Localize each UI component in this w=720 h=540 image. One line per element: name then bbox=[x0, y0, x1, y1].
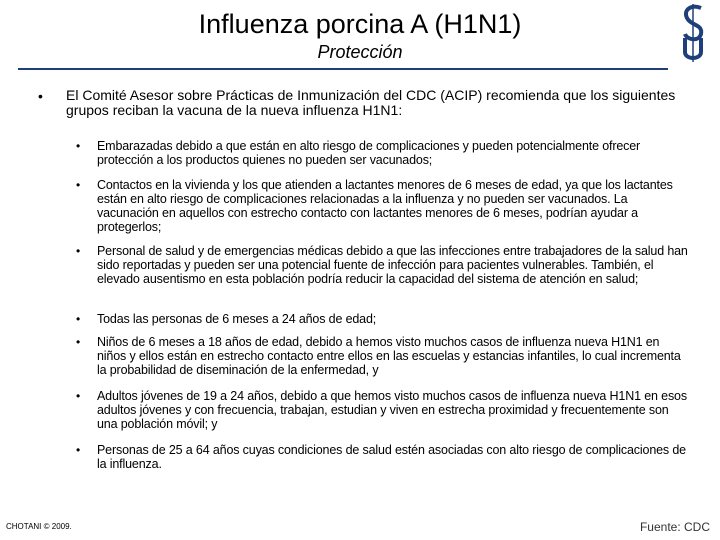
group-item-text: Embarazadas debido a que están en alto riesgo de complicaciones y pueden potencialmente ofrecer protección a los productos quienes no pueden ser vacunados; bbox=[97, 139, 641, 167]
group-item bbox=[76, 389, 691, 431]
group-item bbox=[76, 178, 691, 234]
bullet-marker: • bbox=[76, 312, 81, 326]
bullet-marker: • bbox=[76, 389, 81, 403]
copyright-text: CHOTANI © 2009. bbox=[6, 522, 72, 531]
group-item bbox=[76, 312, 691, 326]
institution-logo-icon bbox=[677, 2, 709, 64]
source-text: Fuente: CDC bbox=[639, 520, 710, 534]
bullet-marker: • bbox=[38, 88, 43, 104]
group-item bbox=[76, 335, 691, 377]
group-item-text: Contactos en la vivienda y los que atienden a lactantes menores de 6 meses de edad, ya que los lactantes están en alto riesgo de complicaciones relacionadas a la influenza y no pueden ser vacunados. La vacunación en aquellos con estrecho contacto con lactantes menores de 6 meses, podrían ayudar a protegerlos; bbox=[97, 178, 673, 234]
bullet-marker: • bbox=[76, 443, 81, 457]
group-item bbox=[76, 443, 691, 471]
bullet-marker: • bbox=[76, 139, 81, 153]
bullet-marker: • bbox=[76, 244, 81, 258]
bullet-marker: • bbox=[76, 335, 81, 349]
bullet-marker: • bbox=[76, 178, 81, 192]
slide-subtitle: Protección bbox=[317, 42, 403, 62]
main-bullet bbox=[38, 88, 698, 118]
title-divider bbox=[18, 68, 668, 70]
group-item-text: Personal de salud y de emergencias médicas debido a que las infecciones entre trabajadores de la salud han sido reportadas y pueden ser una potencial fuente de infección para pacientes vulnerables. También, el elevado ausentismo en esta población podría reducir la capacidad del sistema de atención en salud; bbox=[97, 244, 688, 286]
group-item-text: Personas de 25 a 64 años cuyas condiciones de salud estén asociadas con alto riesgo de complicaciones de la influenza. bbox=[97, 443, 686, 471]
group-item-text: Todas las personas de 6 meses a 24 años de edad; bbox=[97, 312, 377, 326]
group-item bbox=[76, 139, 691, 167]
group-item-text: Niños de 6 meses a 18 años de edad, debido a hemos visto muchos casos de influenza nueva H1N1 en niños y ellos están en estrecho contacto entre ellos en las escuelas y estancias infantiles, lo cual incrementa la probabilidad de diseminación de la enfermedad, y bbox=[97, 335, 681, 377]
group-item-text: Adultos jóvenes de 19 a 24 años, debido a que hemos visto muchos casos de influenza nueva H1N1 en esos adultos jóvenes y con frecuencia, trabajan, estudian y viven en estrecha proximidad y frecuentemente son una población móvil; y bbox=[97, 389, 687, 431]
slide-title: Influenza porcina A (H1N1) bbox=[198, 9, 522, 39]
group-item bbox=[76, 244, 691, 286]
main-bullet-text: El Comité Asesor sobre Prácticas de Inmunización del CDC (ACIP) recomienda que los siguientes grupos reciban la vacuna de la nueva influenza H1N1: bbox=[66, 87, 676, 118]
